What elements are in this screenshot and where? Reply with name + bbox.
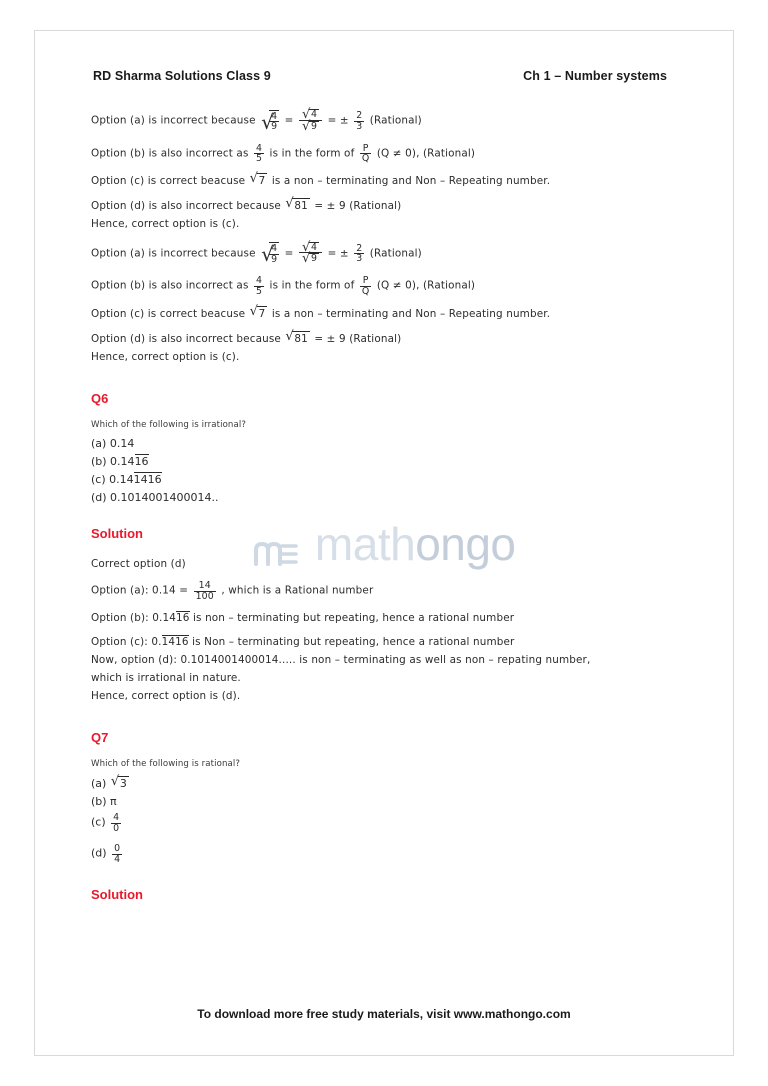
document-header <box>91 69 677 83</box>
q7-opt-d-label: (d) <box>91 846 107 860</box>
q7-solution-heading: Solution <box>91 886 143 902</box>
frac-0-4-num: 0 <box>114 842 121 854</box>
sqrt-fraction-4-9-2 <box>261 242 279 267</box>
option-b-text: Option (b) is also incorrect as <box>91 147 249 160</box>
sqrt-num-value-2: 4 <box>310 241 318 253</box>
sqrt-81 <box>285 198 310 214</box>
rational-note-a-2: (Rational) <box>369 247 422 260</box>
fraction-14-100 <box>194 581 216 602</box>
q6-option-c <box>91 473 677 486</box>
q6-option-c-overline: 1416 <box>133 473 162 486</box>
q6-hence-line: Hence, correct option is (d). <box>91 690 241 703</box>
option-c-line-2 <box>91 306 677 322</box>
sqrt-3-value: 3 <box>119 777 127 791</box>
sqrt-frac-den-2: 9 <box>271 253 278 265</box>
q6-sol-a-pre: Option (a): 0.14 = <box>91 584 189 597</box>
q6-sol-b-overline: 16 <box>176 611 190 624</box>
frac-3-den-2: 3 <box>356 253 363 265</box>
frac-2-num: 2 <box>356 110 363 121</box>
q7-option-b: (b) π <box>91 795 117 809</box>
q6-sol-c-post: is Non – terminating but repeating, hence a rational number <box>192 635 515 648</box>
q6-sol-c-overline: 1416 <box>161 635 189 648</box>
equals-1: = <box>284 114 294 127</box>
equals-1-2: = <box>284 247 294 260</box>
fraction-p-q-2 <box>360 276 372 297</box>
option-b-post: (Q ≠ 0), (Rational) <box>376 147 476 160</box>
option-b-line-2 <box>91 276 677 297</box>
rational-note-a: (Rational) <box>369 114 422 127</box>
q6-correct-option: Correct option (d) <box>91 558 186 570</box>
header-right-title: Ch 1 – Number systems <box>523 69 667 83</box>
q7-option-a <box>91 776 677 790</box>
option-c-post-2: is a non – terminating and Non – Repeating number. <box>271 307 551 320</box>
option-d-line-2 <box>91 331 677 347</box>
hence-line-2: Hence, correct option is (c). <box>91 350 240 363</box>
sqrt-81-2 <box>285 331 310 347</box>
sqrt-frac-den: 9 <box>271 121 278 133</box>
q7-opt-c-label: (c) <box>91 815 106 829</box>
frac-4-0-num: 4 <box>113 812 120 824</box>
watermark-text-light: math <box>314 518 416 570</box>
option-d-post-2: = ± 9 (Rational) <box>314 332 402 345</box>
sqrt-frac-num-2: √ 4 <box>271 243 278 255</box>
frac-q-den-2: Q <box>361 285 370 297</box>
frac-p-num: P <box>362 142 369 154</box>
q6-sol-a-post: , which is a Rational number <box>221 584 374 597</box>
sqrt-7-2 <box>250 306 268 322</box>
sqrt-81-value: 81 <box>292 198 310 214</box>
option-b-post-2: (Q ≠ 0), (Rational) <box>376 279 476 292</box>
frac-4-num-2: 4 <box>255 275 263 287</box>
option-a-text-2: Option (a) is incorrect because <box>91 247 256 260</box>
document-page <box>34 30 734 1056</box>
equals-plusminus-2: = ± <box>327 247 349 260</box>
q6-solution-heading: Solution <box>91 526 143 541</box>
option-a-text: Option (a) is incorrect because <box>91 114 256 127</box>
option-c-text-2: Option (c) is correct beacuse <box>91 307 246 320</box>
header-left-title: RD Sharma Solutions Class 9 <box>93 69 271 83</box>
sqrt-frac-num: √ 4 <box>271 110 278 122</box>
document-content <box>91 109 677 902</box>
fraction-p-q <box>360 144 372 165</box>
sqrt-81-value-2: 81 <box>292 331 310 347</box>
sqrt-7-value-2: 7 <box>257 306 268 322</box>
sqrt-7-value: 7 <box>257 173 268 189</box>
q7-option-d <box>91 844 677 865</box>
frac-4-num: 4 <box>255 142 263 154</box>
fraction-4-5-2 <box>254 276 264 297</box>
q6-sol-c-pre: Option (c): 0. <box>91 635 162 648</box>
q6-option-b-text: (b) 0.14 <box>91 455 135 468</box>
solution-block-1 <box>91 109 677 233</box>
q6-option-d: (d) 0.1014001400014.. <box>91 491 219 504</box>
fraction-sqrt4-sqrt9-2 <box>299 242 322 265</box>
fraction-0-4 <box>112 844 122 865</box>
frac-p-num-2: P <box>362 275 369 287</box>
option-b-mid: is in the form of <box>269 147 355 160</box>
sqrt-7 <box>250 173 268 189</box>
q7-opt-a-label: (a) <box>91 777 107 791</box>
solution-block-2 <box>91 242 677 366</box>
option-a-line <box>91 109 677 135</box>
option-c-post: is a non – terminating and Non – Repeating number. <box>271 175 551 188</box>
question-7-text: Which of the following is rational? <box>91 759 241 770</box>
option-d-text-2: Option (d) is also incorrect because <box>91 332 281 345</box>
fraction-2-3-2 <box>354 244 364 265</box>
option-c-text: Option (c) is correct beacuse <box>91 175 246 188</box>
q6-solution-c <box>91 635 677 650</box>
option-d-post: = ± 9 (Rational) <box>314 200 402 213</box>
frac-5-den: 5 <box>255 153 263 165</box>
option-b-line <box>91 144 677 165</box>
frac-2-num-2: 2 <box>356 242 363 254</box>
frac-4-0-den: 0 <box>113 823 120 835</box>
page-inner <box>35 31 733 1055</box>
q6-option-b-overline: 16 <box>134 455 149 468</box>
option-d-text: Option (d) is also incorrect because <box>91 200 281 213</box>
option-a-line-2 <box>91 242 677 268</box>
sqrt-3 <box>111 776 129 790</box>
q6-solution-b <box>91 611 677 626</box>
fraction-4-5 <box>254 144 264 165</box>
fraction-4-0 <box>111 813 121 834</box>
frac-q-den: Q <box>361 153 370 165</box>
frac-14-num: 14 <box>198 580 211 592</box>
option-b-text-2: Option (b) is also incorrect as <box>91 279 249 292</box>
hence-line-1: Hence, correct option is (c). <box>91 218 240 231</box>
q6-solution-a <box>91 581 677 602</box>
option-b-mid-2: is in the form of <box>269 279 355 292</box>
q6-option-c-text: (c) 0.14 <box>91 473 134 486</box>
sqrt-fraction-4-9 <box>261 110 279 135</box>
document-footer: To download more free study materials, visit www.mathongo.com <box>197 1007 571 1021</box>
question-6-text: Which of the following is irrational? <box>91 420 246 430</box>
q6-option-a: (a) 0.14 <box>91 437 135 450</box>
watermark-text-dark: ongo <box>415 518 516 570</box>
fraction-sqrt4-sqrt9 <box>299 109 322 132</box>
sqrt-den-value: 9 <box>310 120 318 132</box>
q6-solution-d-line2: which is irrational in nature. <box>91 672 241 685</box>
frac-100-den: 100 <box>195 590 214 602</box>
q6-solution-d-line1: Now, option (d): 0.1014001400014..... is non – terminating as well as non – repating number, <box>91 653 591 666</box>
frac-5-den-2: 5 <box>255 285 263 297</box>
equals-plusminus: = ± <box>327 114 349 127</box>
option-d-line <box>91 198 677 214</box>
q6-option-b <box>91 455 677 468</box>
sqrt-num-value: 4 <box>310 109 318 120</box>
sqrt-den-value-2: 9 <box>310 253 318 265</box>
option-c-line <box>91 173 677 189</box>
q6-sol-b-pre: Option (b): 0.14 <box>91 611 177 624</box>
question-7-heading: Q7 <box>91 730 109 746</box>
frac-2-den: 3 <box>356 120 363 132</box>
fraction-2-3 <box>354 111 364 132</box>
frac-0-4-den: 4 <box>114 853 121 865</box>
q6-sol-b-post: is non – terminating but repeating, hence a rational number <box>193 611 515 624</box>
question-6-heading: Q6 <box>91 391 109 406</box>
q7-option-c <box>91 813 677 834</box>
